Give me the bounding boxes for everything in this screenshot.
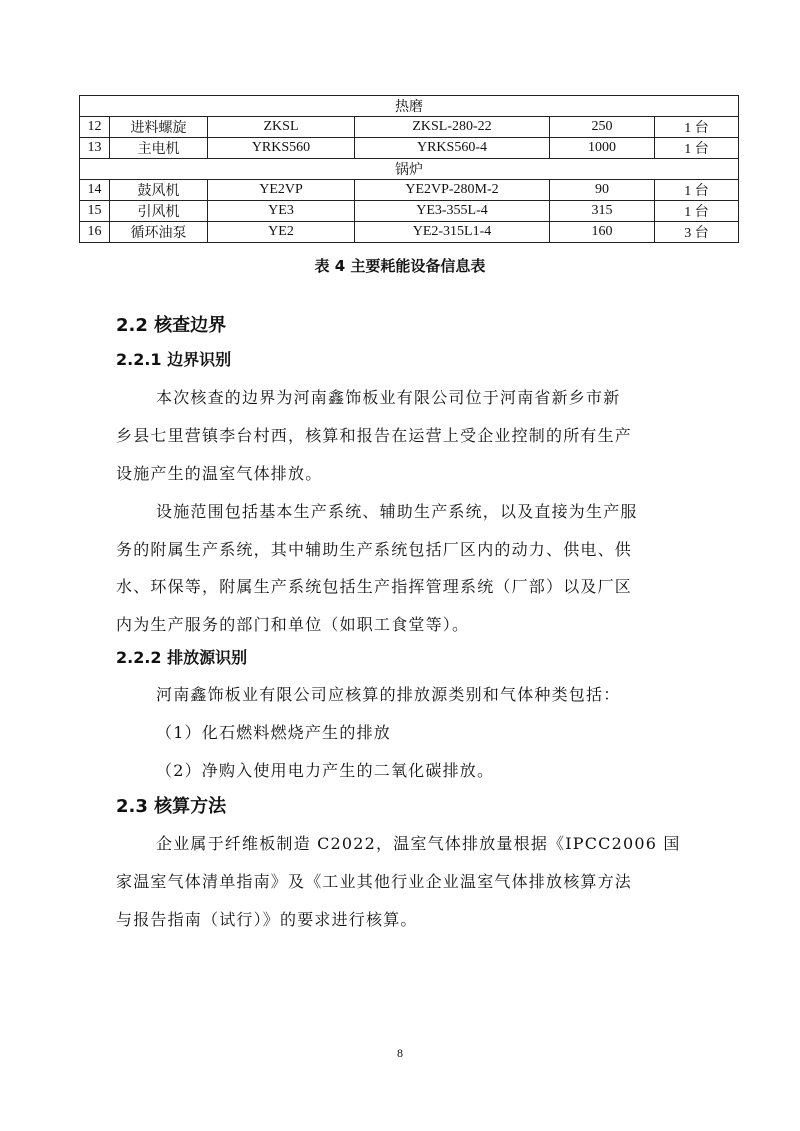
paragraph-line: 与报告指南（试行）》的要求进行核算。 xyxy=(116,910,418,929)
paragraph-line: 务的附属生产系统，其中辅助生产系统包括厂区内的动力、供电、供 xyxy=(116,540,633,559)
table-cell: 3 台 xyxy=(655,222,739,243)
table-cell: YRKS560-4 xyxy=(355,138,550,159)
list-item: （1）化石燃料燃烧产生的排放 xyxy=(156,723,391,742)
paragraph-line: 内为生产服务的部门和单位（如职工食堂等）。 xyxy=(116,615,470,634)
table-cell: 14 xyxy=(80,180,110,201)
page-number: 8 xyxy=(397,1046,403,1060)
table-caption: 表 4 主要耗能设备信息表 xyxy=(314,257,486,275)
table-cell: YE2 xyxy=(208,222,355,243)
table-cell: 1 台 xyxy=(655,180,739,201)
paragraph-line: 设施产生的温室气体排放。 xyxy=(116,464,323,483)
table-cell: 12 xyxy=(80,117,110,138)
table-group-row xyxy=(80,96,739,117)
table-cell: ZKSL-280-22 xyxy=(355,117,550,138)
table-cell: 引风机 xyxy=(110,201,208,222)
paragraph-line: 设施范围包括基本生产系统、辅助生产系统，以及直接为生产服 xyxy=(156,502,638,521)
table-cell: ZKSL xyxy=(208,117,355,138)
subsection-heading-2-2-2: 2.2.2 排放源识别 xyxy=(116,648,248,667)
table-cell: 16 xyxy=(80,222,110,243)
table-cell: 1 台 xyxy=(655,117,739,138)
table-row xyxy=(80,180,739,201)
table-cell: 主电机 xyxy=(110,138,208,159)
table-group-row xyxy=(80,159,739,180)
equipment-table xyxy=(79,95,739,243)
paragraph-line: 河南鑫饰板业有限公司应核算的排放源类别和气体种类包括： xyxy=(156,685,621,704)
table-cell: 90 xyxy=(550,180,655,201)
section-heading-2-2: 2.2 核查边界 xyxy=(116,315,227,336)
table-cell: YE2-315L1-4 xyxy=(355,222,550,243)
list-item: （2）净购入使用电力产生的二氧化碳排放。 xyxy=(156,761,495,780)
table-row xyxy=(80,201,739,222)
table-group-label: 热磨 xyxy=(80,96,739,117)
table-row xyxy=(80,222,739,243)
paragraph-line: 家温室气体清单指南》及《工业其他行业企业温室气体排放核算方法 xyxy=(116,872,633,891)
table-cell: YRKS560 xyxy=(208,138,355,159)
table-row xyxy=(80,117,739,138)
table-cell: YE2VP xyxy=(208,180,355,201)
paragraph-line: 乡县七里营镇李台村西，核算和报告在运营上受企业控制的所有生产 xyxy=(116,426,633,445)
table-group-label: 锅炉 xyxy=(80,159,739,180)
table-cell: 250 xyxy=(550,117,655,138)
table-cell: 1 台 xyxy=(655,138,739,159)
table-cell: 1000 xyxy=(550,138,655,159)
table-row xyxy=(80,138,739,159)
table-cell: 315 xyxy=(550,201,655,222)
table-cell: YE2VP-280M-2 xyxy=(355,180,550,201)
table-cell: YE3-355L-4 xyxy=(355,201,550,222)
subsection-heading-2-2-1: 2.2.1 边界识别 xyxy=(116,350,232,369)
table-cell: YE3 xyxy=(208,201,355,222)
table-cell: 13 xyxy=(80,138,110,159)
table-cell: 160 xyxy=(550,222,655,243)
section-heading-2-3: 2.3 核算方法 xyxy=(116,796,227,817)
paragraph-line: 企业属于纤维板制造 C2022，温室气体排放量根据《IPCC2006 国 xyxy=(156,834,681,853)
paragraph-line: 水、环保等，附属生产系统包括生产指挥管理系统（厂部）以及厂区 xyxy=(116,577,633,596)
table-cell: 循环油泵 xyxy=(110,222,208,243)
paragraph-line: 本次核查的边界为河南鑫饰板业有限公司位于河南省新乡市新 xyxy=(156,388,621,407)
table-cell: 1 台 xyxy=(655,201,739,222)
table-cell: 进料螺旋 xyxy=(110,117,208,138)
table-cell: 鼓风机 xyxy=(110,180,208,201)
table-cell: 15 xyxy=(80,201,110,222)
